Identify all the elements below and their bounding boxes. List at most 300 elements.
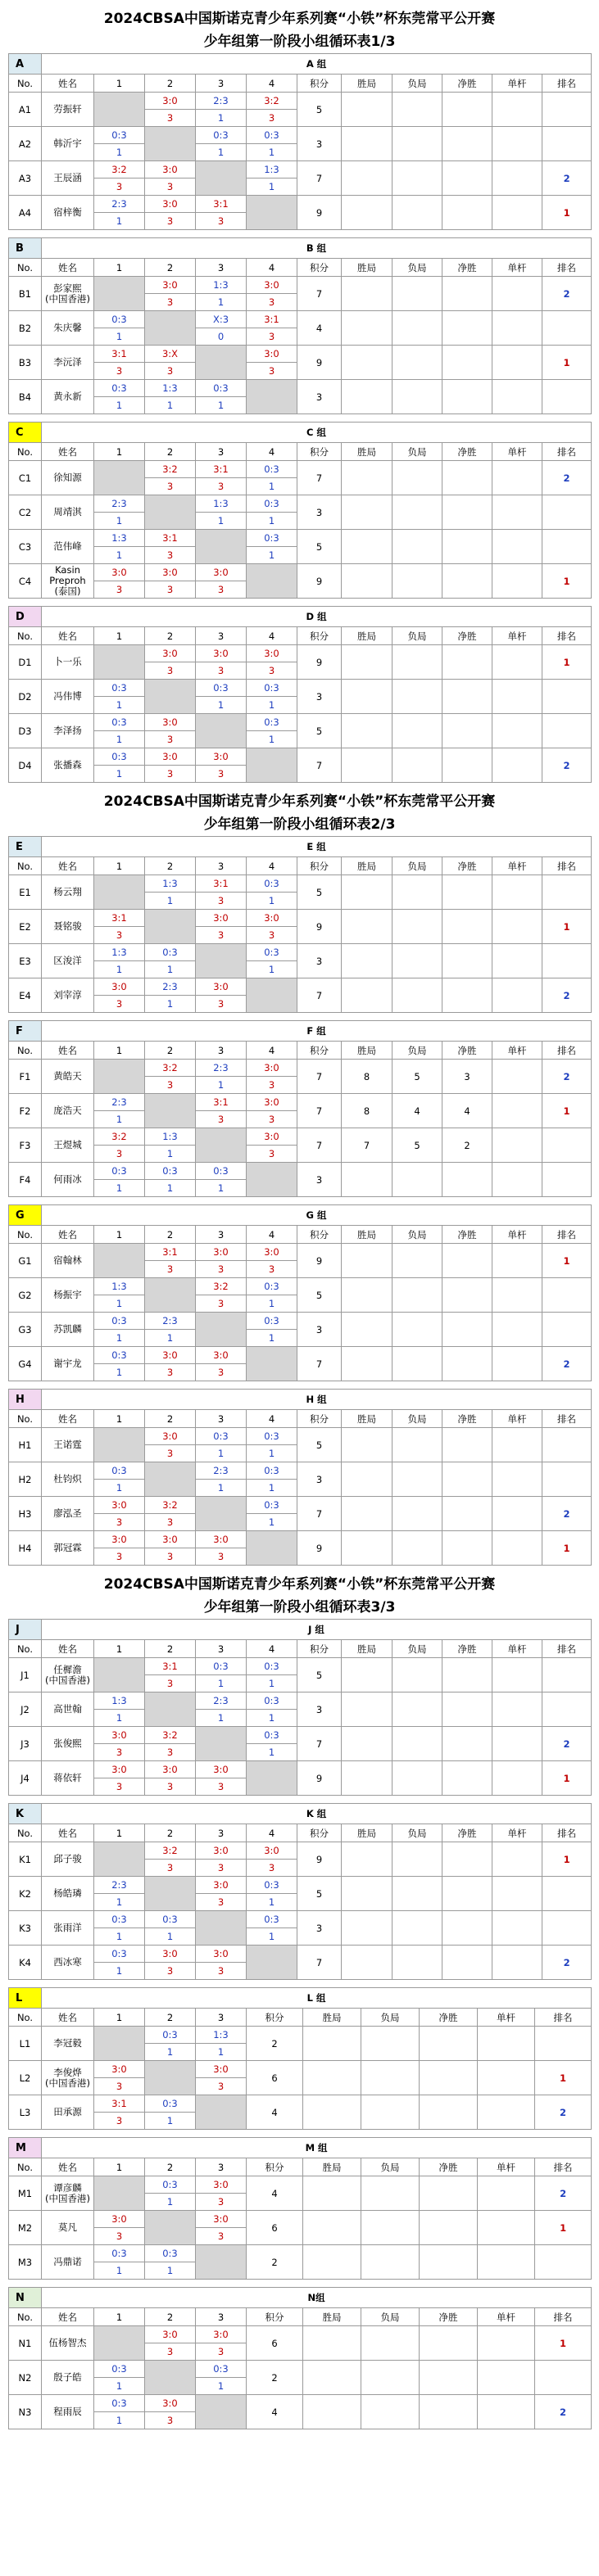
col-wins: 胜局: [342, 627, 393, 645]
player-net: [442, 1842, 492, 1877]
player-single: [492, 1842, 542, 1877]
match-points: 3: [166, 664, 174, 676]
col-opponent: 4: [247, 259, 297, 277]
player-points: 7: [297, 277, 342, 311]
frame-score: 0:3: [94, 1946, 144, 1963]
match-score-cell: [247, 461, 297, 495]
match-points: 3: [166, 1861, 174, 1873]
player-points: 5: [297, 714, 342, 748]
frame-score: 0:3: [94, 1313, 144, 1330]
match-points: 3: [116, 583, 123, 595]
col-no: No.: [9, 259, 42, 277]
frame-score: 1:3: [196, 496, 246, 513]
col-opponent: 4: [247, 1226, 297, 1244]
player-row: [9, 1497, 592, 1531]
self-match-cell: [247, 978, 297, 1013]
self-match-cell: [196, 2245, 247, 2280]
match-points: 1: [217, 698, 225, 711]
player-wins: [303, 2245, 361, 2280]
player-name: 郭冠霖: [42, 1531, 94, 1566]
player-name: 李沅泽: [42, 346, 94, 380]
match-points: 3: [116, 929, 123, 941]
frame-score: 3:0: [247, 1843, 297, 1860]
frame-score: 0:3: [196, 2361, 246, 2378]
match-points: 1: [268, 1331, 275, 1344]
col-opponent: 1: [94, 1410, 145, 1428]
match-score-cell: [196, 1428, 247, 1462]
player-row: [9, 978, 592, 1013]
player-net: [442, 714, 492, 748]
match-score-cell: [145, 564, 196, 599]
player-net: [442, 1531, 492, 1566]
self-match-cell: [145, 311, 196, 346]
match-points: 1: [166, 1930, 174, 1942]
match-score-cell: [94, 1094, 145, 1128]
match-score-cell: [145, 2176, 196, 2211]
player-no: L1: [9, 2027, 42, 2061]
match-score-cell: [247, 277, 297, 311]
match-points: 3: [116, 2114, 123, 2126]
self-match-cell: [196, 530, 247, 564]
match-score-cell: [196, 1244, 247, 1278]
match-score-cell: [94, 346, 145, 380]
match-points: 3: [268, 364, 275, 377]
player-points: 7: [297, 461, 342, 495]
col-net: 净胜: [442, 1824, 492, 1842]
frame-score: 0:3: [247, 1693, 297, 1710]
player-single: [478, 2095, 535, 2130]
group-gap: [0, 1013, 599, 1020]
col-net: 净胜: [442, 259, 492, 277]
col-losses: 负局: [361, 2158, 420, 2176]
player-wins: [342, 1761, 393, 1796]
player-net: [420, 2326, 478, 2361]
player-wins: [303, 2061, 361, 2095]
frame-score: 0:3: [94, 2361, 144, 2378]
group-letter: N: [9, 2288, 42, 2308]
match-points: 1: [116, 1964, 123, 1977]
column-header-row: [9, 75, 592, 93]
frame-score: 1:3: [94, 531, 144, 547]
group-table-c: [8, 422, 592, 599]
player-wins: [342, 346, 393, 380]
group-header-row: [9, 1988, 592, 2009]
frame-score: 0:3: [145, 2246, 195, 2262]
match-points: 1: [166, 963, 174, 975]
frame-score: 0:3: [94, 312, 144, 328]
frame-score: 3:1: [94, 911, 144, 927]
match-score-cell: [247, 1244, 297, 1278]
self-match-cell: [94, 1428, 145, 1462]
player-rank: 1: [542, 1094, 592, 1128]
match-points: 1: [268, 146, 275, 158]
frame-score: 3:1: [145, 1245, 195, 1261]
col-opponent: 2: [145, 857, 196, 875]
frame-score: 0:3: [247, 531, 297, 547]
col-losses: 负局: [361, 2009, 420, 2027]
col-no: No.: [9, 1410, 42, 1428]
match-score-cell: [247, 1497, 297, 1531]
match-points: 3: [217, 1366, 225, 1378]
col-no: No.: [9, 75, 42, 93]
group-header-row: [9, 423, 592, 443]
player-points: 3: [297, 1911, 342, 1946]
player-row: [9, 1060, 592, 1094]
match-score-cell: [94, 127, 145, 161]
match-points: 1: [268, 733, 275, 745]
match-points: 1: [116, 963, 123, 975]
player-losses: [393, 1946, 442, 1980]
col-opponent: 1: [94, 259, 145, 277]
match-score-cell: [247, 93, 297, 127]
player-single: [492, 530, 542, 564]
player-wins: [303, 2176, 361, 2211]
player-net: [442, 1727, 492, 1761]
match-points: 3: [217, 664, 225, 676]
frame-score: 3:0: [247, 1129, 297, 1146]
match-score-cell: [196, 1278, 247, 1313]
player-points: 7: [297, 1347, 342, 1381]
match-score-cell: [196, 196, 247, 230]
player-points: 2: [247, 2361, 303, 2395]
player-net: [442, 461, 492, 495]
self-match-cell: [196, 1313, 247, 1347]
player-net: [442, 978, 492, 1013]
player-wins: 8: [342, 1094, 393, 1128]
player-losses: [393, 1842, 442, 1877]
player-points: 4: [247, 2095, 303, 2130]
player-losses: [361, 2361, 420, 2395]
match-points: 3: [116, 2230, 123, 2242]
match-score-cell: [94, 2245, 145, 2280]
group-table-e: [8, 836, 592, 1013]
match-points: 1: [116, 1331, 123, 1344]
frame-score: 0:3: [94, 128, 144, 144]
frame-score: 3:0: [196, 911, 246, 927]
match-score-cell: [145, 1842, 196, 1877]
match-points: 1: [268, 1930, 275, 1942]
player-row: [9, 1761, 592, 1796]
player-name: 西冰寒: [42, 1946, 94, 1980]
frame-score: 3:0: [145, 93, 195, 110]
player-name: 邱子骏: [42, 1842, 94, 1877]
match-score-cell: [145, 346, 196, 380]
match-score-cell: [94, 1946, 145, 1980]
match-points: 3: [217, 997, 225, 1010]
col-opponent: 3: [196, 1824, 247, 1842]
player-wins: [342, 1658, 393, 1692]
col-opponent: 3: [196, 2009, 247, 2027]
player-single: [492, 1692, 542, 1727]
player-name: 周靖淇: [42, 495, 94, 530]
player-wins: [342, 1531, 393, 1566]
group-gap: [0, 1381, 599, 1389]
player-net: [442, 196, 492, 230]
player-rank: [542, 1462, 592, 1497]
player-rank: [542, 1163, 592, 1197]
self-match-cell: [247, 380, 297, 414]
player-wins: [342, 680, 393, 714]
player-net: [442, 346, 492, 380]
col-name: 姓名: [42, 2158, 94, 2176]
match-score-cell: [94, 161, 145, 196]
col-points: 积分: [297, 1410, 342, 1428]
player-name: 冯伟博: [42, 680, 94, 714]
player-row: [9, 1462, 592, 1497]
frame-score: 0:3: [94, 2246, 144, 2262]
player-net: [420, 2361, 478, 2395]
player-no: G4: [9, 1347, 42, 1381]
player-name: 何雨冰: [42, 1163, 94, 1197]
col-no: No.: [9, 627, 42, 645]
player-net: [442, 1497, 492, 1531]
col-single: 单杆: [492, 1640, 542, 1658]
match-points: 3: [166, 1746, 174, 1758]
player-wins: [342, 1347, 393, 1381]
player-wins: [303, 2361, 361, 2395]
sheet-title-1: 2024CBSA中国斯诺克青少年系列赛“小铁”杯东莞常平公开赛: [103, 11, 496, 27]
player-rank: [542, 1128, 592, 1163]
player-points: 9: [297, 1244, 342, 1278]
player-points: 3: [297, 1313, 342, 1347]
frame-score: 3:0: [196, 1843, 246, 1860]
col-wins: 胜局: [342, 75, 393, 93]
col-name: 姓名: [42, 1410, 94, 1428]
match-points: 3: [116, 180, 123, 192]
player-no: D1: [9, 645, 42, 680]
match-points: 3: [217, 929, 225, 941]
column-header-row: [9, 857, 592, 875]
frame-score: 3:0: [196, 749, 246, 766]
match-points: 3: [116, 364, 123, 377]
match-points: 3: [116, 1780, 123, 1792]
match-points: 3: [166, 180, 174, 192]
player-row: [9, 530, 592, 564]
match-score-cell: [247, 1911, 297, 1946]
player-wins: [342, 944, 393, 978]
player-wins: [342, 311, 393, 346]
match-points: 1: [268, 698, 275, 711]
match-points: 1: [116, 1930, 123, 1942]
match-points: 1: [217, 1677, 225, 1689]
col-points: 积分: [297, 1640, 342, 1658]
col-single: 单杆: [492, 75, 542, 93]
player-single: [492, 277, 542, 311]
frame-score: 3:0: [196, 2327, 246, 2343]
player-points: 4: [247, 2395, 303, 2429]
player-losses: 5: [393, 1060, 442, 1094]
column-header-row: [9, 443, 592, 461]
player-net: [442, 1278, 492, 1313]
frame-score: 3:0: [247, 911, 297, 927]
group-gap: [0, 1796, 599, 1803]
player-rank: 1: [535, 2211, 592, 2245]
col-name: 姓名: [42, 443, 94, 461]
player-points: 5: [297, 1658, 342, 1692]
col-points: 积分: [297, 627, 342, 645]
player-row: [9, 910, 592, 944]
match-points: 0: [217, 330, 225, 342]
match-points: 3: [166, 296, 174, 308]
frame-score: 0:3: [94, 2396, 144, 2412]
group-title: N组: [42, 2288, 592, 2308]
column-header-row: [9, 2158, 592, 2176]
self-match-cell: [247, 1531, 297, 1566]
match-score-cell: [94, 714, 145, 748]
player-name: 宿梓衡: [42, 196, 94, 230]
match-score-cell: [94, 910, 145, 944]
col-points: 积分: [247, 2009, 303, 2027]
player-points: 6: [247, 2061, 303, 2095]
player-name: 范伟峰: [42, 530, 94, 564]
player-row: [9, 161, 592, 196]
player-points: 7: [297, 748, 342, 783]
player-wins: [342, 380, 393, 414]
frame-score: 3:X: [145, 346, 195, 363]
player-name: 王辰涵: [42, 161, 94, 196]
match-points: 3: [166, 1677, 174, 1689]
match-points: 1: [166, 1147, 174, 1159]
col-name: 姓名: [42, 627, 94, 645]
player-name: 徐知源: [42, 461, 94, 495]
column-header-row: [9, 259, 592, 277]
player-name: 李冠毅: [42, 2027, 94, 2061]
match-score-cell: [247, 1658, 297, 1692]
match-score-cell: [247, 311, 297, 346]
player-row: [9, 1877, 592, 1911]
player-wins: 8: [342, 1060, 393, 1094]
player-rank: [535, 2027, 592, 2061]
player-rank: 1: [542, 1842, 592, 1877]
group-title: D 组: [42, 607, 592, 627]
col-losses: 负局: [393, 443, 442, 461]
col-opponent: 1: [94, 1042, 145, 1060]
match-points: 3: [166, 2345, 174, 2357]
match-score-cell: [145, 1946, 196, 1980]
col-losses: 负局: [393, 75, 442, 93]
player-wins: [342, 910, 393, 944]
player-losses: 5: [393, 1128, 442, 1163]
col-losses: 负局: [393, 259, 442, 277]
frame-score: 0:3: [247, 1429, 297, 1445]
group-letter: B: [9, 238, 42, 259]
group-title: G 组: [42, 1205, 592, 1226]
column-header-row: [9, 1042, 592, 1060]
player-single: [492, 1531, 542, 1566]
col-points: 积分: [247, 2158, 303, 2176]
match-points: 1: [268, 1711, 275, 1724]
player-row: [9, 1946, 592, 1980]
match-points: 1: [166, 2264, 174, 2276]
col-wins: 胜局: [342, 1640, 393, 1658]
player-rank: [542, 714, 592, 748]
match-score-cell: [196, 495, 247, 530]
player-losses: [393, 1761, 442, 1796]
match-points: 3: [217, 480, 225, 492]
match-points: 3: [166, 767, 174, 780]
player-losses: [393, 1313, 442, 1347]
player-wins: [342, 161, 393, 196]
col-single: 单杆: [492, 857, 542, 875]
player-rank: 1: [542, 1761, 592, 1796]
match-score-cell: [247, 714, 297, 748]
player-points: 2: [247, 2245, 303, 2280]
player-net: [442, 1163, 492, 1197]
player-points: 6: [247, 2326, 303, 2361]
match-points: 3: [217, 2195, 225, 2208]
match-points: 1: [116, 2379, 123, 2392]
match-points: 3: [217, 1964, 225, 1977]
group-letter: L: [9, 1988, 42, 2009]
player-wins: [342, 1692, 393, 1727]
player-rank: 2: [535, 2176, 592, 2211]
col-opponent: 3: [196, 2308, 247, 2326]
col-opponent: 3: [196, 1226, 247, 1244]
match-score-cell: [247, 1094, 297, 1128]
player-no: N2: [9, 2361, 42, 2395]
col-no: No.: [9, 1824, 42, 1842]
player-single: [492, 1462, 542, 1497]
player-single: [492, 714, 542, 748]
player-net: [442, 127, 492, 161]
player-name: 谭彦麟 (中国香港): [42, 2176, 94, 2211]
player-single: [492, 1727, 542, 1761]
frame-score: 0:3: [145, 1164, 195, 1180]
frame-score: 0:3: [145, 2177, 195, 2194]
frame-score: 3:1: [145, 1659, 195, 1675]
player-points: 5: [297, 1278, 342, 1313]
player-wins: 7: [342, 1128, 393, 1163]
player-name: 李俊烨 (中国香港): [42, 2061, 94, 2095]
player-points: 3: [297, 1692, 342, 1727]
player-wins: [342, 1428, 393, 1462]
player-no: N1: [9, 2326, 42, 2361]
player-losses: [393, 1692, 442, 1727]
player-single: [492, 910, 542, 944]
group-table-b: [8, 237, 592, 414]
match-points: 3: [268, 1113, 275, 1125]
col-losses: 负局: [361, 2308, 420, 2326]
player-losses: 4: [393, 1094, 442, 1128]
frame-score: 0:3: [94, 680, 144, 697]
self-match-cell: [145, 1877, 196, 1911]
match-score-cell: [196, 645, 247, 680]
group-header-row: [9, 837, 592, 857]
player-name: 高世翰: [42, 1692, 94, 1727]
group-letter: D: [9, 607, 42, 627]
frame-score: 3:0: [94, 565, 144, 581]
player-single: [492, 346, 542, 380]
frame-score: 3:0: [145, 1946, 195, 1963]
player-points: 7: [297, 1094, 342, 1128]
frame-score: 0:3: [94, 715, 144, 731]
match-points: 1: [116, 549, 123, 561]
player-no: N3: [9, 2395, 42, 2429]
player-points: 3: [297, 495, 342, 530]
frame-score: 3:0: [247, 1060, 297, 1077]
col-opponent: 2: [145, 627, 196, 645]
frame-score: 3:0: [196, 1245, 246, 1261]
player-wins: [342, 530, 393, 564]
frame-score: 3:0: [94, 1728, 144, 1744]
match-points: 3: [166, 1964, 174, 1977]
group-table-d: [8, 606, 592, 783]
player-row: [9, 2176, 592, 2211]
frame-score: 3:1: [196, 1095, 246, 1111]
frame-score: 0:3: [247, 876, 297, 893]
player-points: 7: [297, 1727, 342, 1761]
group-letter: E: [9, 837, 42, 857]
